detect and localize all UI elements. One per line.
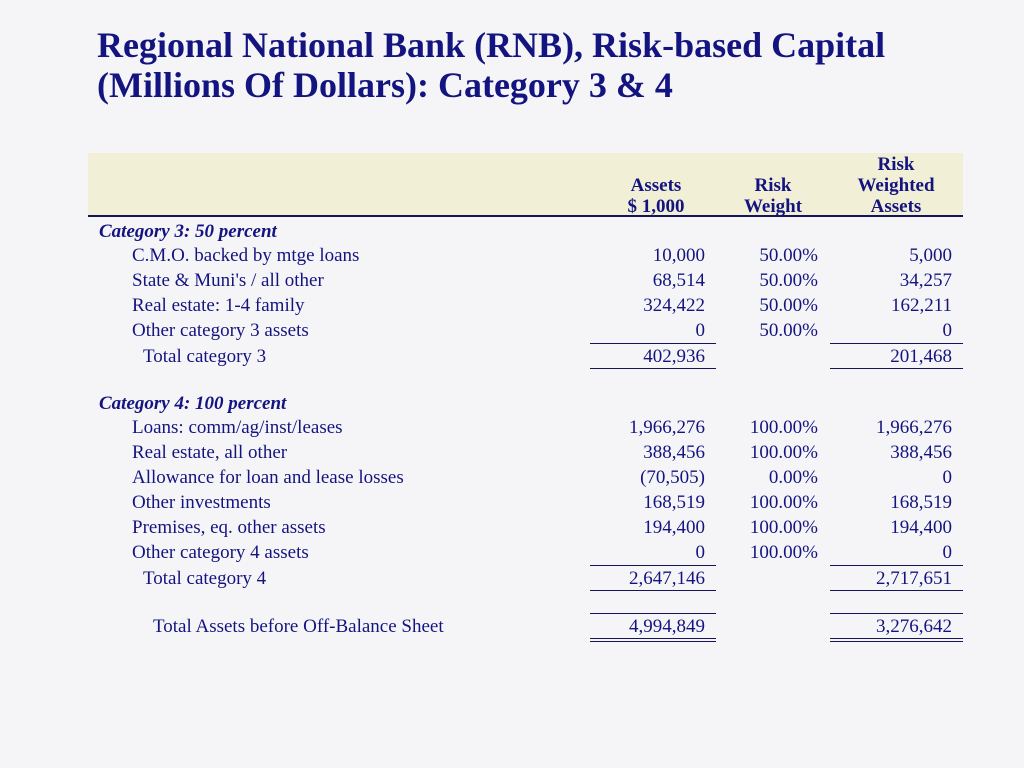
col-header-risk-weight: Risk Weight <box>743 175 803 217</box>
table-row <box>0 441 1024 465</box>
row-label: Other category 4 assets <box>132 542 309 563</box>
risk-weighted-value: 5,000 <box>909 245 952 266</box>
category-label: Category 4: 100 percent <box>99 393 287 414</box>
assets-value: 10,000 <box>652 245 705 266</box>
total-assets-value: 402,936 <box>643 346 705 367</box>
risk-weighted-value: 0 <box>942 467 952 488</box>
row-label: Premises, eq. other assets <box>132 517 326 538</box>
table-row <box>0 541 1024 565</box>
subtotal-rule-assets <box>590 343 716 344</box>
total-label: Total category 3 <box>143 346 267 367</box>
total-row <box>0 567 1024 591</box>
risk-weighted-value: 0 <box>942 542 952 563</box>
col-header-assets: Assets $ 1,000 <box>627 175 685 217</box>
col-header-risk-weighted-assets: Risk Weighted Assets <box>857 154 935 217</box>
total-rule-assets <box>590 590 716 591</box>
grand-total-rule-assets <box>590 613 716 614</box>
assets-value: 194,400 <box>643 517 705 538</box>
row-label: Other investments <box>132 492 271 513</box>
table-row <box>0 319 1024 343</box>
assets-value: 1,966,276 <box>629 417 705 438</box>
double-rule-rwa-bottom <box>830 641 963 642</box>
total-risk-weighted-value: 2,717,651 <box>876 568 952 589</box>
risk-weight-value: 100.00% <box>749 517 818 538</box>
table-row <box>0 269 1024 293</box>
row-label: Allowance for loan and lease losses <box>132 467 404 488</box>
risk-weight-value: 100.00% <box>749 542 818 563</box>
risk-weighted-value: 162,211 <box>890 295 952 316</box>
assets-value: 0 <box>695 542 705 563</box>
subtotal-rule-rwa <box>830 343 963 344</box>
table-row <box>0 244 1024 268</box>
table-row <box>0 516 1024 540</box>
risk-weight-value: 50.00% <box>759 320 818 341</box>
assets-value: 388,456 <box>643 442 705 463</box>
category-4-heading <box>0 392 1024 416</box>
row-label: Real estate, all other <box>132 442 288 463</box>
risk-weight-value: 100.00% <box>749 492 818 513</box>
table-row <box>0 294 1024 318</box>
assets-value: 168,519 <box>643 492 705 513</box>
table-row <box>0 491 1024 515</box>
total-row <box>0 345 1024 369</box>
risk-weighted-value: 194,400 <box>890 517 952 538</box>
row-label: Loans: comm/ag/inst/leases <box>132 417 343 438</box>
total-rule-rwa <box>830 590 963 591</box>
row-label: C.M.O. backed by mtge loans <box>132 245 360 266</box>
row-label: Other category 3 assets <box>132 320 309 341</box>
double-rule-assets-top <box>590 638 716 639</box>
category-label: Category 3: 50 percent <box>99 221 277 242</box>
table-row <box>0 466 1024 490</box>
total-assets-value: 2,647,146 <box>629 568 705 589</box>
risk-weighted-value: 168,519 <box>890 492 952 513</box>
risk-weight-value: 50.00% <box>759 270 818 291</box>
grand-total-label: Total Assets before Off-Balance Sheet <box>153 616 444 637</box>
grand-total-row <box>0 615 1024 639</box>
double-rule-assets-bottom <box>590 641 716 642</box>
subtotal-rule-assets <box>590 565 716 566</box>
risk-weight-value: 0.00% <box>768 467 818 488</box>
risk-weight-value: 100.00% <box>749 417 818 438</box>
total-label: Total category 4 <box>143 568 267 589</box>
risk-weight-value: 50.00% <box>759 245 818 266</box>
row-label: State & Muni's / all other <box>132 270 324 291</box>
assets-value: (70,505) <box>640 467 705 488</box>
double-rule-rwa-top <box>830 638 963 639</box>
risk-weighted-value: 34,257 <box>899 270 952 291</box>
page-title: Regional National Bank (RNB), Risk-based Capital (Millions Of Dollars): Category 3 & 4 <box>97 25 886 105</box>
total-risk-weighted-value: 201,468 <box>890 346 952 367</box>
risk-weighted-value: 1,966,276 <box>876 417 952 438</box>
grand-total-assets-value: 4,994,849 <box>629 616 705 637</box>
table-row <box>0 416 1024 440</box>
assets-value: 324,422 <box>643 295 705 316</box>
risk-weighted-value: 0 <box>942 320 952 341</box>
grand-total-rule-rwa <box>830 613 963 614</box>
assets-value: 0 <box>695 320 705 341</box>
total-rule-assets <box>590 368 716 369</box>
risk-weighted-value: 388,456 <box>890 442 952 463</box>
subtotal-rule-rwa <box>830 565 963 566</box>
risk-weight-value: 100.00% <box>749 442 818 463</box>
row-label: Real estate: 1-4 family <box>132 295 305 316</box>
category-3-heading <box>0 220 1024 244</box>
risk-weight-value: 50.00% <box>759 295 818 316</box>
assets-value: 68,514 <box>652 270 705 291</box>
total-rule-rwa <box>830 368 963 369</box>
grand-total-risk-weighted-value: 3,276,642 <box>876 616 952 637</box>
